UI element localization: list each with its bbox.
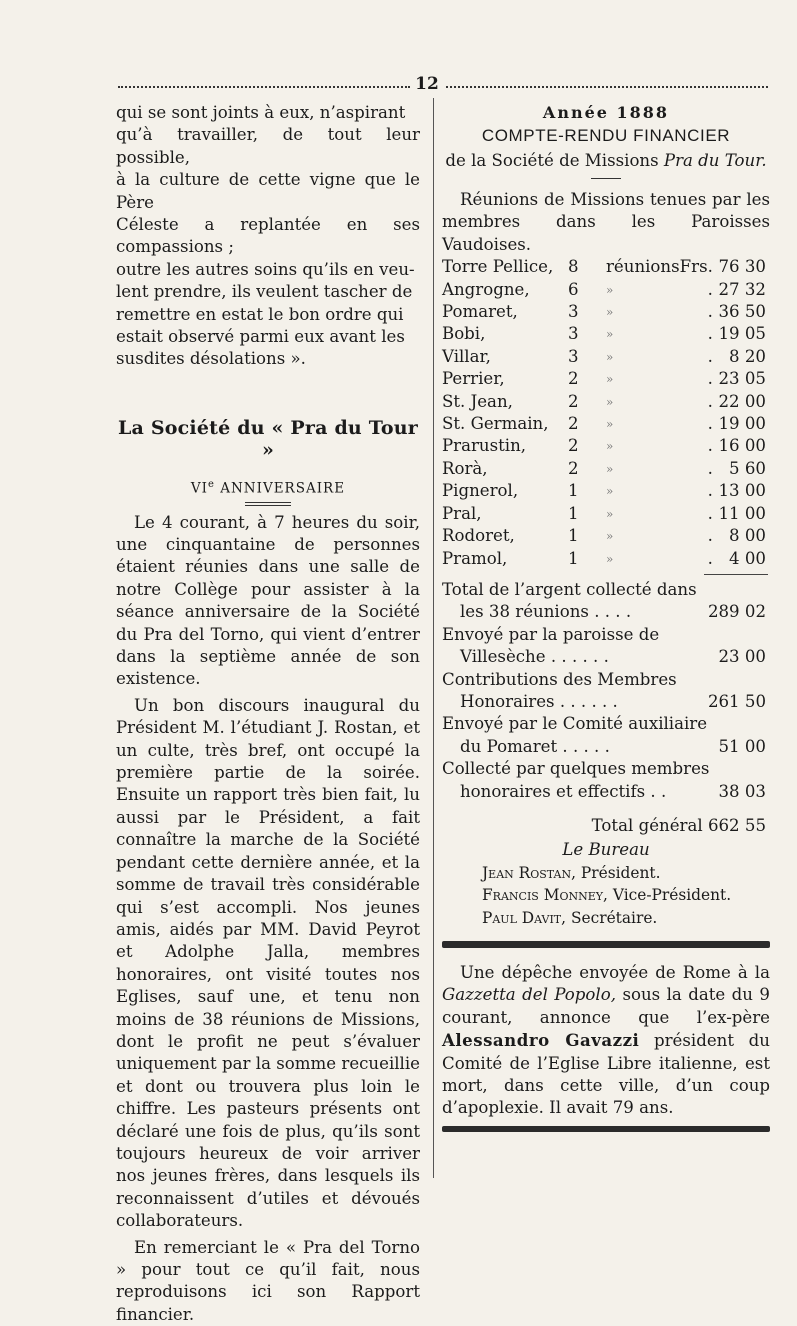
reunions-table (442, 256, 770, 570)
sum-rule (704, 574, 768, 575)
signature-name: Francis Monney, (482, 886, 608, 905)
reunion-row (442, 391, 770, 413)
account-label: Total de l’argent collecté dans (442, 579, 697, 599)
reunion-place: Angrogne, (442, 279, 530, 299)
section-divider-band (442, 941, 770, 948)
account-label: Envoyé par la paroisse de (442, 624, 660, 644)
account-amount: 261 50 (707, 691, 766, 711)
reunion-amount: 22 00 (718, 391, 766, 411)
reunion-place: Villar, (442, 346, 491, 366)
right-column (442, 102, 770, 1132)
reunion-row (442, 279, 770, 301)
account-label-cont: du Pomaret . . . . . (460, 736, 610, 756)
reunion-currency: . (707, 526, 713, 546)
section-rule (245, 502, 291, 506)
signature-name: Jean Rostan, (482, 863, 576, 882)
paragraph-1: Le 4 courant, à 7 heures du soir, une cinquantaine de personnes étaient réunies dans une salle de notre Collège pour assister à la séance anniversaire de la Société du Pra del Torno, qui vient d’entrer dans la septième année de son existence. (116, 512, 420, 689)
account-label-cont: honoraires et effectifs . . (460, 781, 667, 801)
reunion-place: Bobi, (442, 324, 486, 344)
account-line (442, 736, 770, 758)
reunion-count: 2 (568, 369, 579, 389)
reunion-place: St. Germain, (442, 414, 549, 434)
reunion-unit: » (606, 394, 614, 409)
reunion-row (442, 413, 770, 435)
reunion-currency: . (707, 346, 713, 366)
reunion-currency: . (707, 369, 713, 389)
news-person: Alessandro Gavazzi (442, 1030, 640, 1051)
left-column (116, 102, 420, 1326)
reunion-row (442, 480, 770, 502)
reunion-currency: . (707, 279, 713, 299)
reunion-place: Perrier, (442, 369, 505, 389)
reunion-amount: 23 05 (718, 369, 766, 389)
reunion-count: 3 (568, 324, 579, 344)
account-label: Envoyé par le Comité auxiliaire (442, 714, 708, 734)
account-amount: 51 00 (718, 736, 766, 756)
paragraph-3: En remerciant le « Pra del Torno » pour tout ce qu’il fait, nous reproduisons ici son Rapport financier. (116, 1237, 420, 1324)
reunion-currency: . (707, 324, 713, 344)
reunion-count: 3 (568, 346, 579, 366)
text-line: à la culture de cette vigne que le Père (116, 170, 420, 212)
reunion-count: 2 (568, 414, 579, 434)
reunion-count: 8 (568, 257, 579, 277)
account-line (442, 691, 770, 713)
reunion-currency: . (707, 302, 713, 322)
news-text-1: Une dépêche envoyée de Rome à la (460, 963, 770, 982)
reunion-amount: 8 20 (729, 346, 766, 366)
account-line (442, 646, 770, 668)
account-label: Contributions des Membres (442, 669, 677, 689)
report-subtitle-prefix: de la Société de Missions (445, 151, 659, 170)
account-line (442, 781, 770, 803)
signature-role: Président. (580, 863, 661, 882)
text-line: Céleste a replantée en ses compassions ; (116, 215, 420, 257)
bureau-label: Le Bureau (562, 840, 650, 860)
column-divider (433, 98, 434, 1178)
reunion-count: 1 (568, 548, 579, 568)
reunion-row (442, 525, 770, 547)
reunion-count: 1 (568, 526, 579, 546)
reunion-place: Pignerol, (442, 481, 519, 501)
reunion-count: 1 (568, 503, 579, 523)
text-line: qu’à travailler, de tout leur possible, (116, 125, 420, 167)
reunion-count: 3 (568, 302, 579, 322)
reunion-row (442, 503, 770, 525)
reunion-unit: réunions (606, 257, 680, 277)
reunion-row (442, 301, 770, 323)
signature-role: Vice-Président. (612, 886, 732, 905)
reunion-count: 2 (568, 436, 579, 456)
reunion-unit: » (606, 484, 614, 499)
reunion-place: St. Jean, (442, 391, 513, 411)
account-amount: 23 00 (718, 647, 766, 667)
reunion-amount: 8 00 (729, 526, 766, 546)
anniversary-word: ANNIVERSAIRE (220, 480, 346, 497)
reunion-currency: . (707, 414, 713, 434)
total-row (442, 815, 770, 837)
reunion-currency: . (707, 503, 713, 523)
account-amount: 289 02 (707, 602, 766, 622)
news-text-2: sous la date du 9 courant, annonce que l’ex-père (442, 985, 770, 1027)
reunion-row (442, 368, 770, 390)
account-label-cont: Honoraires . . . . . . (460, 691, 618, 711)
report-title: COMPTE-RENDU FINANCIER (481, 126, 731, 145)
signature-vice-president (442, 884, 770, 906)
reunion-unit: » (606, 506, 614, 521)
reunion-currency: Frs. (679, 257, 713, 277)
paragraph-2: Un bon discours inaugural du Président M. l’étudiant J. Rostan, et un culte, très bref, ont occupé la première partie de la soirée. Ensuite un rapport très bien fait, lu aussi par le Président, a fait connaître la marche de la Société pendant cette dernière année, et la somme de travail très considérable qui s’est accompli. Nos jeunes amis, aidés par MM. David Peyrot et Adolphe Jalla, membres honoraires, ont visité toutes nos Eglises, sauf une, et tenu non moins de 38 réunions de Missions, dont le profit ne peut s’évaluer uniquement par la somme recueillie et dont ou trouvera plus loin le chiffre. Les pasteurs présents ont déclaré une fois de plus, qu’ils sont toujours heureux de voir arriver nos jeunes frères, dans lesquels ils reconnaissent d’utiles et dévoués collaborateurs. (116, 695, 420, 1231)
reunion-unit: » (606, 529, 614, 544)
reunion-unit: » (606, 372, 614, 387)
reunion-place: Rorà, (442, 458, 488, 478)
reunion-currency: . (707, 548, 713, 568)
reunion-unit: » (606, 282, 614, 297)
reunion-amount: 16 00 (718, 436, 766, 456)
signature-president (442, 862, 770, 884)
anniversary-number: VI (190, 480, 209, 497)
section-title: La Société du « Pra du Tour » (117, 416, 419, 462)
reunion-amount: 13 00 (718, 481, 766, 501)
account-item (442, 713, 770, 758)
reunion-amount: 11 00 (718, 503, 766, 523)
reunion-place: Torre Pellice, (442, 257, 554, 277)
intro-text (116, 102, 420, 371)
account-label: Collecté par quelques membres (442, 759, 710, 779)
account-item (442, 669, 770, 714)
title-rule (591, 178, 621, 179)
report-subtitle (442, 148, 770, 174)
page-number: 12 (415, 74, 439, 94)
reunion-row (442, 323, 770, 345)
reunion-unit: » (606, 439, 614, 454)
reunion-row (442, 346, 770, 368)
text-line: susdites désolations ». (116, 349, 306, 369)
bottom-divider-band (442, 1126, 770, 1132)
account-label-cont: Villesèche . . . . . . (460, 647, 609, 667)
reunion-currency: . (707, 391, 713, 411)
reunion-amount: 27 32 (718, 279, 766, 299)
account-line (442, 601, 770, 623)
reunion-count: 6 (568, 279, 579, 299)
total-label: Total général (591, 815, 703, 835)
header-rule-left (118, 86, 410, 88)
reunion-amount: 5 60 (729, 458, 766, 478)
news-item (442, 962, 770, 1120)
text-line: estait observé parmi eux avant les (116, 327, 405, 347)
anniversary-sup: e (208, 478, 215, 490)
report-year: Année 1888 (542, 103, 670, 122)
reunion-unit: » (606, 551, 614, 566)
reunion-unit: » (606, 305, 614, 320)
account-amount: 38 03 (718, 781, 766, 801)
reunion-amount: 36 50 (718, 302, 766, 322)
reunion-amount: 19 00 (718, 414, 766, 434)
account-item (442, 758, 770, 803)
text-line: remettre en estat le bon ordre qui (116, 304, 404, 324)
report-subtitle-society: Pra du Tour. (663, 151, 767, 170)
reunion-place: Pomaret, (442, 302, 518, 322)
header-rule-right (446, 86, 768, 88)
total-amount: 662 55 (707, 815, 766, 835)
reunions-intro: Réunions de Missions tenues par les membres dans les Paroisses Vaudoises. (442, 190, 770, 254)
reunion-row (442, 548, 770, 570)
account-label-cont: les 38 réunions . . . . (460, 602, 632, 622)
reunion-amount: 76 30 (718, 257, 766, 277)
reunion-place: Prarustin, (442, 436, 527, 456)
text-line: qui se sont joints à eux, n’aspirant (116, 103, 406, 122)
reunion-count: 2 (568, 391, 579, 411)
news-newspaper: Gazzetta del Popolo, (442, 985, 616, 1005)
text-line: lent prendre, ils veulent tascher de (116, 282, 413, 302)
reunion-place: Pral, (442, 503, 482, 523)
text-line: outre les autres soins qu’ils en veu- (116, 259, 415, 279)
reunion-currency: . (707, 436, 713, 456)
reunion-place: Rodoret, (442, 526, 515, 546)
signature-secretary (442, 907, 770, 929)
reunion-unit: » (606, 349, 614, 364)
reunion-unit: » (606, 417, 614, 432)
accounts-list (442, 579, 770, 803)
section-subtitle (116, 474, 420, 500)
reunion-unit: » (606, 461, 614, 476)
reunion-amount: 4 00 (729, 548, 766, 568)
account-item (442, 579, 770, 624)
reunion-count: 1 (568, 481, 579, 501)
reunion-unit: » (606, 327, 614, 342)
reunion-currency: . (707, 458, 713, 478)
account-item (442, 624, 770, 669)
reunion-count: 2 (568, 458, 579, 478)
reunion-place: Pramol, (442, 548, 508, 568)
news-text-3: président du Comité de l’Eglise Libre italienne, est mort, dans cette ville, d’un coup d’apoplexie. Il avait 79 ans. (442, 1031, 770, 1118)
signature-role: Secrétaire. (570, 908, 658, 927)
reunion-row (442, 458, 770, 480)
reunion-row (442, 435, 770, 457)
reunion-amount: 19 05 (718, 324, 766, 344)
reunion-row (442, 256, 770, 278)
signature-name: Paul Davit, (482, 908, 567, 927)
reunion-currency: . (707, 481, 713, 501)
